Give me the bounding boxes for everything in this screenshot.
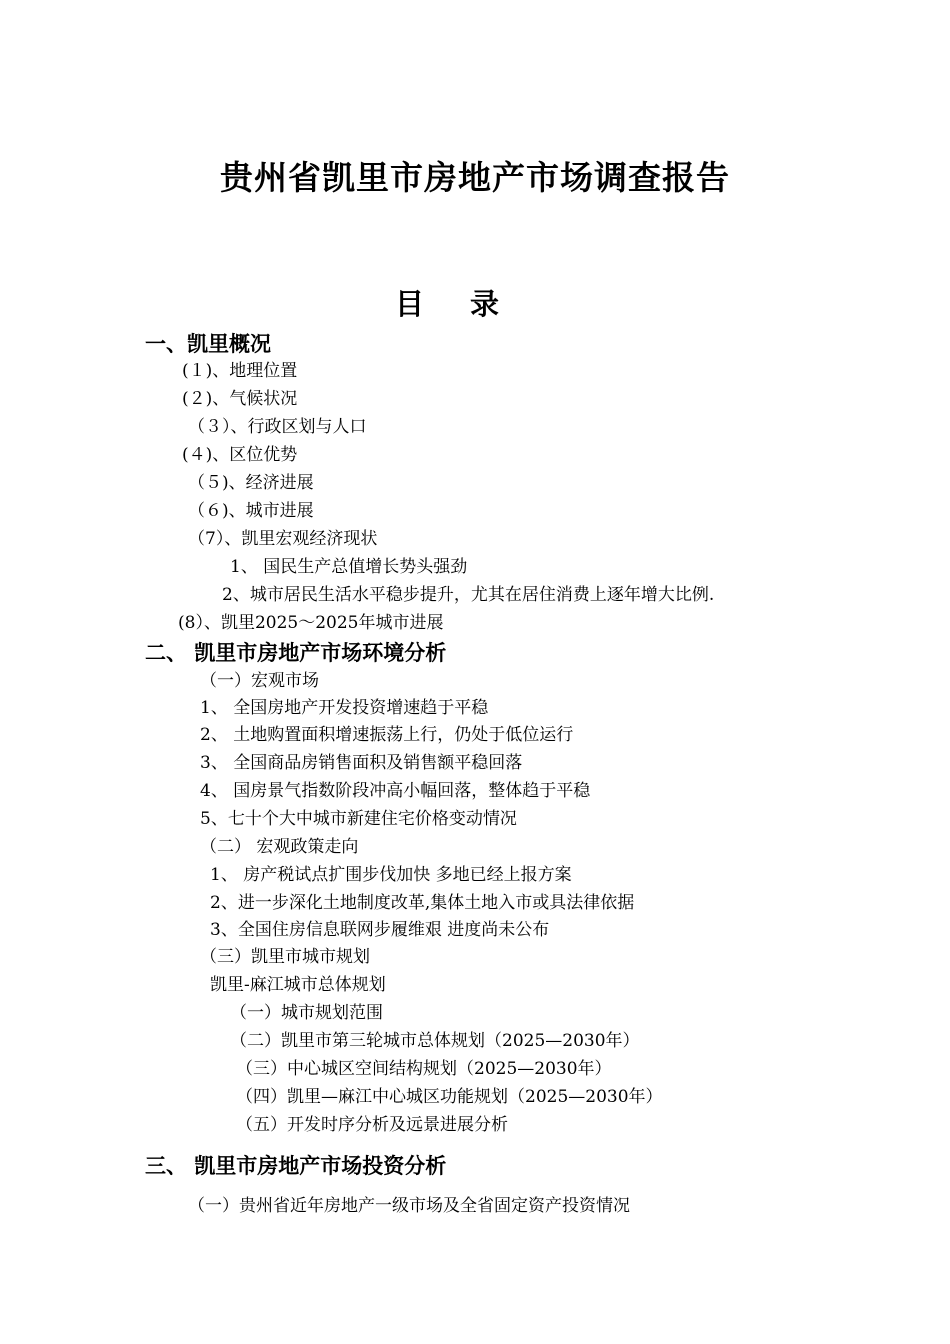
toc-item-1-6: （６)、城市进展 (188, 501, 314, 521)
toc-heading: 目 录 (394, 287, 518, 321)
toc-item-2-c-sub: 凯里-麻江城市总体规划 (210, 975, 386, 995)
toc-section-3: 三、 凯里市房地产市场投资分析 (145, 1153, 447, 1178)
toc-item-1-7-2: 2、城市居民生活水平稳步提升，尤其在居住消费上逐年增大比例. (222, 585, 715, 605)
toc-item-1-1: (１)、地理位置 (182, 361, 298, 381)
toc-item-1-5: （５)、经济进展 (188, 473, 314, 493)
toc-item-2-c-4: （四）凯里—麻江中心城区功能规划（2025—2030年） (236, 1087, 663, 1107)
toc-item-2-b-2: 2、进一步深化土地制度改革,集体土地入市或具法律依据 (210, 893, 635, 913)
toc-item-1-7: （7）、凯里宏观经济现状 (188, 529, 378, 549)
document-title: 贵州省凯里市房地产市场调查报告 (220, 158, 730, 197)
toc-item-2-a-5: 5、七十个大中城市新建住宅价格变动情况 (200, 809, 517, 829)
toc-item-2-c-1: （一）城市规划范围 (230, 1003, 383, 1023)
toc-item-2-b-3: 3、全国住房信息联网步履维艰 进度尚未公布 (210, 920, 550, 940)
toc-item-2-c-2: （二）凯里市第三轮城市总体规划（2025—2030年） (230, 1031, 640, 1051)
toc-section-2: 二、 凯里市房地产市场环境分析 (145, 640, 447, 665)
toc-item-2-b-1: 1、 房产税试点扩围步伐加快 多地已经上报方案 (210, 865, 572, 885)
toc-item-2-b: （二） 宏观政策走向 (200, 837, 359, 857)
toc-item-2-c-3: （三）中心城区空间结构规划（2025—2030年） (236, 1059, 612, 1079)
toc-item-2-c-5: （五）开发时序分析及远景进展分析 (236, 1115, 508, 1135)
toc-item-1-3: （３）、行政区划与人口 (188, 417, 367, 437)
toc-section-1: 一、凯里概况 (145, 331, 271, 356)
toc-item-2-c: （三）凯里市城市规划 (200, 947, 370, 967)
toc-item-2-a-4: 4、 国房景气指数阶段冲高小幅回落，整体趋于平稳 (200, 781, 591, 801)
toc-item-1-4: (４)、区位优势 (182, 445, 298, 465)
toc-item-1-8: (8）、凯里2025～2025年城市进展 (178, 613, 444, 633)
toc-item-2-a: （一）宏观市场 (200, 671, 319, 691)
toc-item-1-2: (２)、气候状况 (182, 389, 298, 409)
toc-item-1-7-1: 1、 国民生产总值增长势头强劲 (230, 557, 468, 577)
toc-item-2-a-1: 1、 全国房地产开发投资增速趋于平稳 (200, 698, 489, 718)
toc-item-2-a-2: 2、 土地购置面积增速振荡上行，仍处于低位运行 (200, 725, 574, 745)
toc-item-3-a: （一）贵州省近年房地产一级市场及全省固定资产投资情况 (188, 1196, 630, 1216)
toc-item-2-a-3: 3、 全国商品房销售面积及销售额平稳回落 (200, 753, 523, 773)
